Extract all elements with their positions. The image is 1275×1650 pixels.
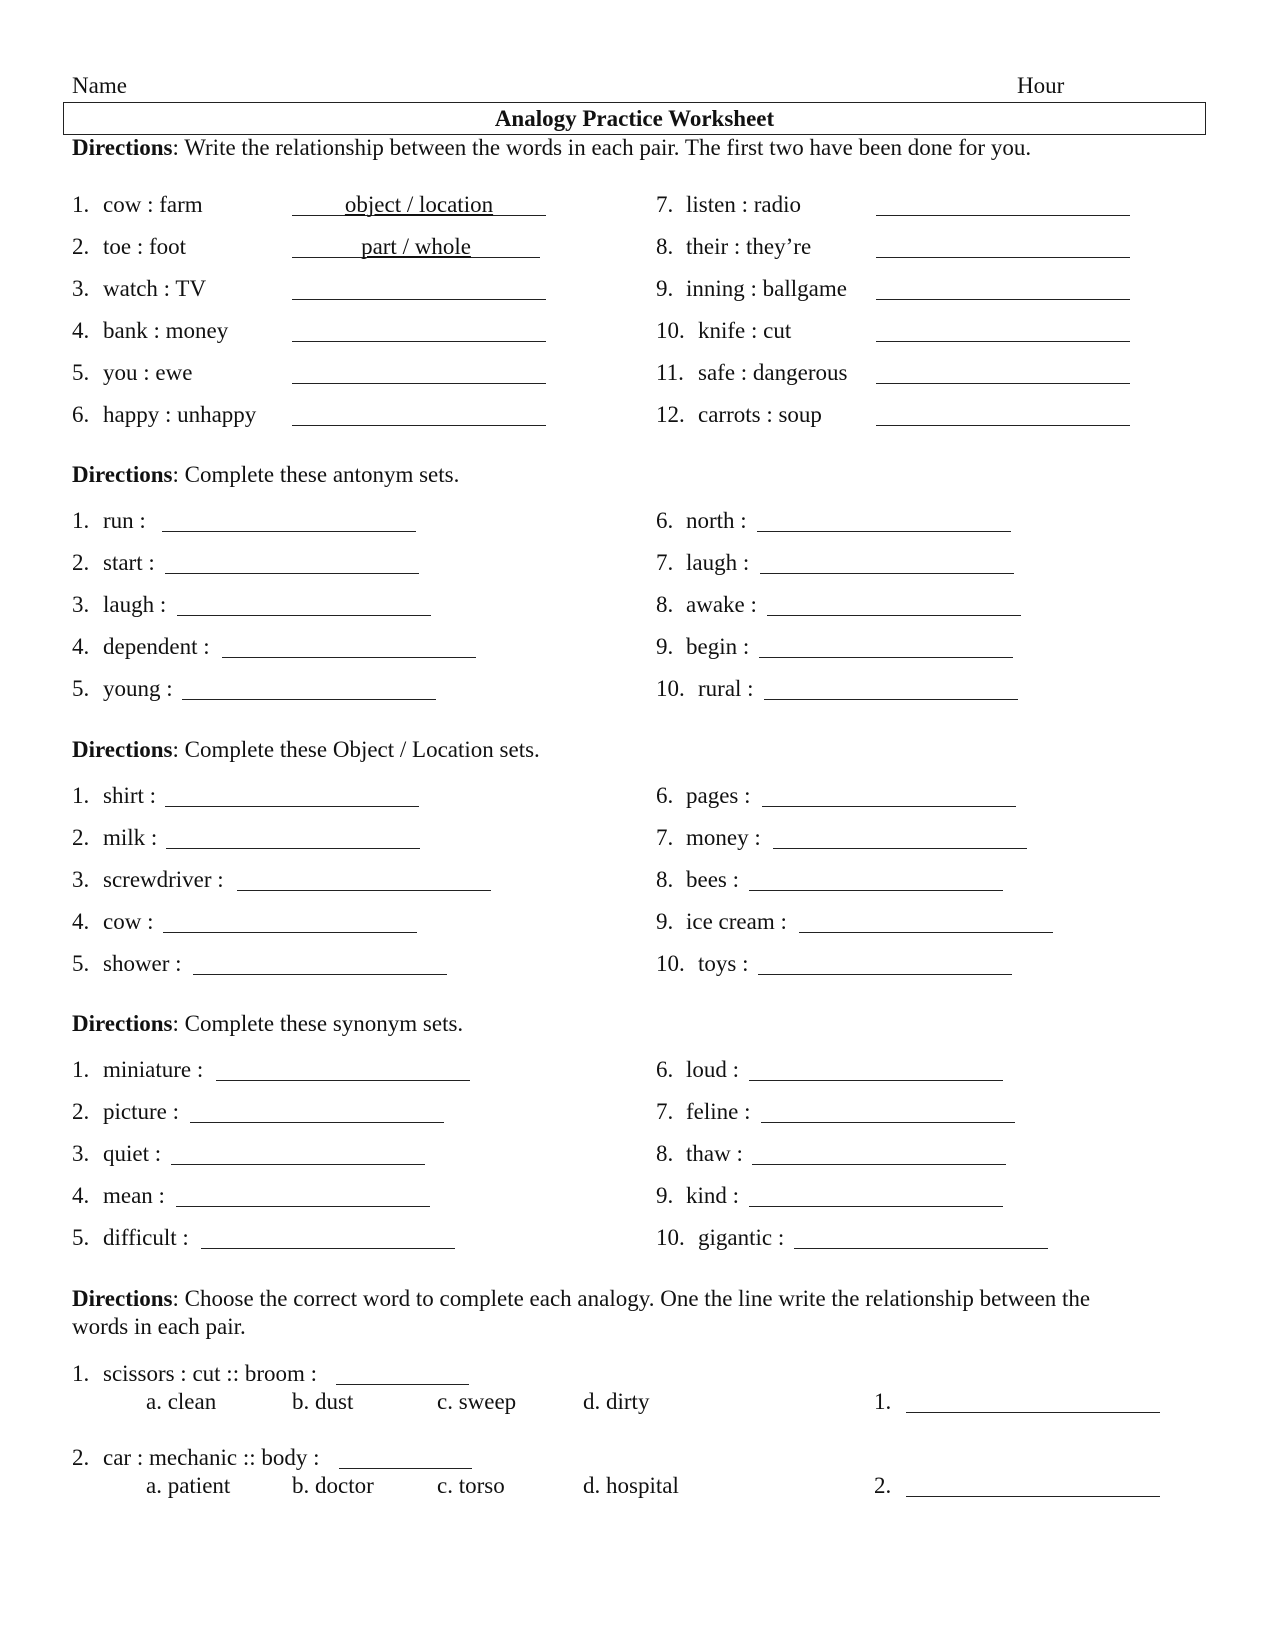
directions-label: Directions bbox=[72, 135, 173, 160]
choice-d[interactable]: d. hospital bbox=[583, 1473, 679, 1498]
directions-label: Directions bbox=[72, 462, 173, 487]
prompt-word: miniature : bbox=[103, 1057, 204, 1082]
prompt-word: toys : bbox=[698, 951, 749, 976]
answer-line[interactable] bbox=[292, 425, 546, 426]
antonym-item bbox=[72, 507, 146, 535]
answer-line[interactable] bbox=[162, 531, 416, 532]
synonym-item bbox=[72, 1056, 203, 1084]
section3-directions bbox=[72, 736, 540, 764]
synonym-item bbox=[72, 1140, 161, 1168]
item-number: 6. bbox=[656, 1057, 674, 1082]
answer-number: 1. bbox=[874, 1389, 892, 1414]
prompt-word: laugh : bbox=[103, 592, 167, 617]
synonym-item bbox=[656, 1224, 784, 1252]
word-pair: safe : dangerous bbox=[698, 360, 848, 385]
synonym-item bbox=[72, 1182, 165, 1210]
item-number: 2. bbox=[72, 234, 90, 259]
stem-blank[interactable] bbox=[339, 1468, 472, 1469]
item-number: 9. bbox=[656, 276, 674, 301]
item-number: 6. bbox=[656, 783, 674, 808]
prompt-word: kind : bbox=[686, 1183, 740, 1208]
answer-line[interactable] bbox=[216, 1080, 470, 1081]
directions-text: : Write the relationship between the words in each pair. The first two have been done for you. bbox=[172, 135, 1032, 160]
item-number: 10. bbox=[656, 951, 685, 976]
prompt-word: awake : bbox=[686, 592, 757, 617]
item-number: 3. bbox=[72, 276, 90, 301]
answer-line[interactable] bbox=[906, 1412, 1160, 1413]
prompt-word: milk : bbox=[103, 825, 158, 850]
item-number: 1. bbox=[72, 192, 90, 217]
prompt-word: difficult : bbox=[103, 1225, 189, 1250]
item-number: 4. bbox=[72, 318, 90, 343]
answer-line[interactable] bbox=[906, 1496, 1160, 1497]
answer-line[interactable] bbox=[177, 615, 431, 616]
question-number: 2. bbox=[72, 1445, 90, 1470]
prompt-word: dependent : bbox=[103, 634, 210, 659]
answer-line[interactable] bbox=[767, 615, 1021, 616]
word-pair: happy : unhappy bbox=[103, 402, 257, 427]
stem-blank[interactable] bbox=[336, 1384, 469, 1385]
section1-directions bbox=[72, 134, 1031, 162]
choice-a[interactable]: a. patient bbox=[146, 1473, 231, 1498]
section2-directions bbox=[72, 461, 459, 489]
sample-answer: object / location bbox=[344, 192, 494, 217]
hour-label: Hour bbox=[1017, 73, 1065, 98]
item-number: 3. bbox=[72, 867, 90, 892]
object-location-item bbox=[72, 908, 153, 936]
answer-line[interactable] bbox=[292, 383, 546, 384]
answer-line[interactable] bbox=[876, 383, 1130, 384]
directions-text: : Complete these antonym sets. bbox=[172, 462, 460, 487]
prompt-word: money : bbox=[686, 825, 761, 850]
prompt-word: quiet : bbox=[103, 1141, 162, 1166]
directions-label: Directions bbox=[72, 737, 173, 762]
question-number: 1. bbox=[72, 1361, 90, 1386]
prompt-word: feline : bbox=[686, 1099, 751, 1124]
synonym-item bbox=[72, 1098, 179, 1126]
question-stem: scissors : cut :: broom : bbox=[103, 1361, 318, 1386]
prompt-word: picture : bbox=[103, 1099, 179, 1124]
sample-answer: part / whole bbox=[361, 234, 471, 259]
antonym-item bbox=[72, 675, 173, 703]
answer-line[interactable] bbox=[182, 699, 436, 700]
word-pair: carrots : soup bbox=[698, 402, 822, 427]
answer-line[interactable] bbox=[762, 806, 1016, 807]
answer-line[interactable] bbox=[176, 1206, 430, 1207]
answer-line[interactable] bbox=[292, 341, 546, 342]
item-number: 5. bbox=[72, 951, 90, 976]
answer-line[interactable] bbox=[165, 573, 419, 574]
name-label: Name bbox=[72, 73, 127, 98]
object-location-item bbox=[656, 824, 761, 852]
answer-line[interactable] bbox=[201, 1248, 455, 1249]
answer-line[interactable] bbox=[752, 1164, 1006, 1165]
answer-line[interactable] bbox=[166, 848, 420, 849]
word-pair: knife : cut bbox=[698, 318, 792, 343]
answer-line[interactable] bbox=[292, 299, 546, 300]
synonym-item bbox=[656, 1140, 743, 1168]
directions-label: Directions bbox=[72, 1286, 173, 1311]
item-number: 9. bbox=[656, 1183, 674, 1208]
prompt-word: ice cream : bbox=[686, 909, 787, 934]
prompt-word: begin : bbox=[686, 634, 750, 659]
answer-line[interactable] bbox=[876, 257, 1130, 258]
prompt-word: shower : bbox=[103, 951, 182, 976]
directions-text: : Choose the correct word to complete each analogy. One the line write the relationship between the bbox=[172, 1286, 1091, 1311]
answer-line[interactable] bbox=[163, 932, 417, 933]
word-pair: you : ewe bbox=[103, 360, 193, 385]
item-number: 6. bbox=[656, 508, 674, 533]
object-location-item bbox=[656, 950, 748, 978]
antonym-item bbox=[656, 591, 757, 619]
answer-line[interactable] bbox=[749, 1206, 1003, 1207]
answer-line[interactable] bbox=[876, 215, 1130, 216]
worksheet-title: Analogy Practice Worksheet bbox=[63, 102, 1206, 135]
item-number: 7. bbox=[656, 825, 674, 850]
prompt-word: gigantic : bbox=[698, 1225, 785, 1250]
item-number: 7. bbox=[656, 1099, 674, 1124]
item-number: 8. bbox=[656, 867, 674, 892]
answer-line[interactable] bbox=[794, 1248, 1048, 1249]
object-location-item bbox=[72, 950, 182, 978]
item-number: 1. bbox=[72, 508, 90, 533]
answer-line[interactable] bbox=[237, 890, 491, 891]
prompt-word: thaw : bbox=[686, 1141, 743, 1166]
answer-line[interactable] bbox=[759, 657, 1013, 658]
answer-line[interactable] bbox=[222, 657, 476, 658]
answer-line[interactable] bbox=[165, 806, 419, 807]
word-pair: toe : foot bbox=[103, 234, 187, 259]
object-location-item bbox=[72, 782, 156, 810]
word-pair: bank : money bbox=[103, 318, 229, 343]
item-number: 2. bbox=[72, 1099, 90, 1124]
answer-number: 2. bbox=[874, 1473, 892, 1498]
synonym-item bbox=[656, 1182, 739, 1210]
antonym-item bbox=[72, 633, 210, 661]
word-pair: cow : farm bbox=[103, 192, 203, 217]
answer-line[interactable] bbox=[749, 890, 1003, 891]
prompt-word: run : bbox=[103, 508, 146, 533]
answer-line[interactable] bbox=[171, 1164, 425, 1165]
item-number: 8. bbox=[656, 592, 674, 617]
item-number: 9. bbox=[656, 909, 674, 934]
item-number: 3. bbox=[72, 592, 90, 617]
prompt-word: start : bbox=[103, 550, 155, 575]
item-number: 1. bbox=[72, 1057, 90, 1082]
word-pair: inning : ballgame bbox=[686, 276, 847, 301]
answer-line[interactable] bbox=[757, 531, 1011, 532]
item-number: 10. bbox=[656, 1225, 685, 1250]
choice-b[interactable]: b. doctor bbox=[292, 1473, 374, 1498]
item-number: 5. bbox=[72, 676, 90, 701]
item-number: 10. bbox=[656, 676, 685, 701]
directions-text: : Complete these synonym sets. bbox=[172, 1011, 464, 1036]
item-number: 7. bbox=[656, 192, 674, 217]
item-number: 1. bbox=[72, 783, 90, 808]
answer-line[interactable] bbox=[758, 974, 1012, 975]
answer-line[interactable] bbox=[764, 699, 1018, 700]
answer-line[interactable] bbox=[749, 1080, 1003, 1081]
section5-directions bbox=[72, 1285, 1090, 1313]
prompt-word: rural : bbox=[698, 676, 754, 701]
directions-label: Directions bbox=[72, 1011, 173, 1036]
directions-text: : Complete these Object / Location sets. bbox=[172, 737, 540, 762]
item-number: 2. bbox=[72, 550, 90, 575]
antonym-item bbox=[656, 549, 749, 577]
section5-directions-line2: words in each pair. bbox=[72, 1314, 246, 1339]
object-location-item bbox=[656, 782, 751, 810]
antonym-item bbox=[656, 633, 749, 661]
prompt-word: north : bbox=[686, 508, 747, 533]
prompt-word: bees : bbox=[686, 867, 740, 892]
item-number: 5. bbox=[72, 360, 90, 385]
answer-line[interactable] bbox=[760, 573, 1014, 574]
antonym-item bbox=[656, 507, 747, 535]
item-number: 6. bbox=[72, 402, 90, 427]
prompt-word: shirt : bbox=[103, 783, 157, 808]
answer-line[interactable] bbox=[876, 341, 1130, 342]
item-number: 10. bbox=[656, 318, 685, 343]
word-pair: listen : radio bbox=[686, 192, 801, 217]
prompt-word: cow : bbox=[103, 909, 154, 934]
prompt-word: laugh : bbox=[686, 550, 750, 575]
object-location-item bbox=[72, 866, 224, 894]
synonym-item bbox=[656, 1056, 739, 1084]
object-location-item bbox=[656, 866, 739, 894]
choice-c[interactable]: c. torso bbox=[437, 1473, 505, 1498]
object-location-item bbox=[72, 824, 157, 852]
item-number: 3. bbox=[72, 1141, 90, 1166]
answer-line[interactable] bbox=[799, 932, 1053, 933]
synonym-item bbox=[72, 1224, 189, 1252]
prompt-word: young : bbox=[103, 676, 173, 701]
word-pair: their : they’re bbox=[686, 234, 812, 259]
prompt-word: screwdriver : bbox=[103, 867, 224, 892]
item-number: 8. bbox=[656, 234, 674, 259]
choice-a[interactable]: a. clean bbox=[146, 1389, 217, 1414]
synonym-item bbox=[656, 1098, 751, 1126]
choice-d[interactable]: d. dirty bbox=[583, 1389, 650, 1414]
answer-line[interactable] bbox=[773, 848, 1027, 849]
antonym-item bbox=[72, 591, 166, 619]
answer-line[interactable] bbox=[876, 425, 1130, 426]
answer-line[interactable] bbox=[190, 1122, 444, 1123]
prompt-word: mean : bbox=[103, 1183, 165, 1208]
question-stem: car : mechanic :: body : bbox=[103, 1445, 320, 1470]
prompt-word: pages : bbox=[686, 783, 751, 808]
object-location-item bbox=[656, 908, 787, 936]
item-number: 9. bbox=[656, 634, 674, 659]
item-number: 11. bbox=[656, 360, 684, 385]
answer-line[interactable] bbox=[876, 299, 1130, 300]
answer-line[interactable] bbox=[761, 1122, 1015, 1123]
item-number: 4. bbox=[72, 909, 90, 934]
item-number: 7. bbox=[656, 550, 674, 575]
prompt-word: loud : bbox=[686, 1057, 740, 1082]
word-pair: watch : TV bbox=[103, 276, 207, 301]
item-number: 4. bbox=[72, 634, 90, 659]
item-number: 5. bbox=[72, 1225, 90, 1250]
choice-c[interactable]: c. sweep bbox=[437, 1389, 517, 1414]
antonym-item bbox=[656, 675, 754, 703]
item-number: 2. bbox=[72, 825, 90, 850]
item-number: 8. bbox=[656, 1141, 674, 1166]
item-number: 4. bbox=[72, 1183, 90, 1208]
antonym-item bbox=[72, 549, 155, 577]
choice-b[interactable]: b. dust bbox=[292, 1389, 354, 1414]
answer-line[interactable] bbox=[193, 974, 447, 975]
item-number: 12. bbox=[656, 402, 685, 427]
section4-directions bbox=[72, 1010, 463, 1038]
